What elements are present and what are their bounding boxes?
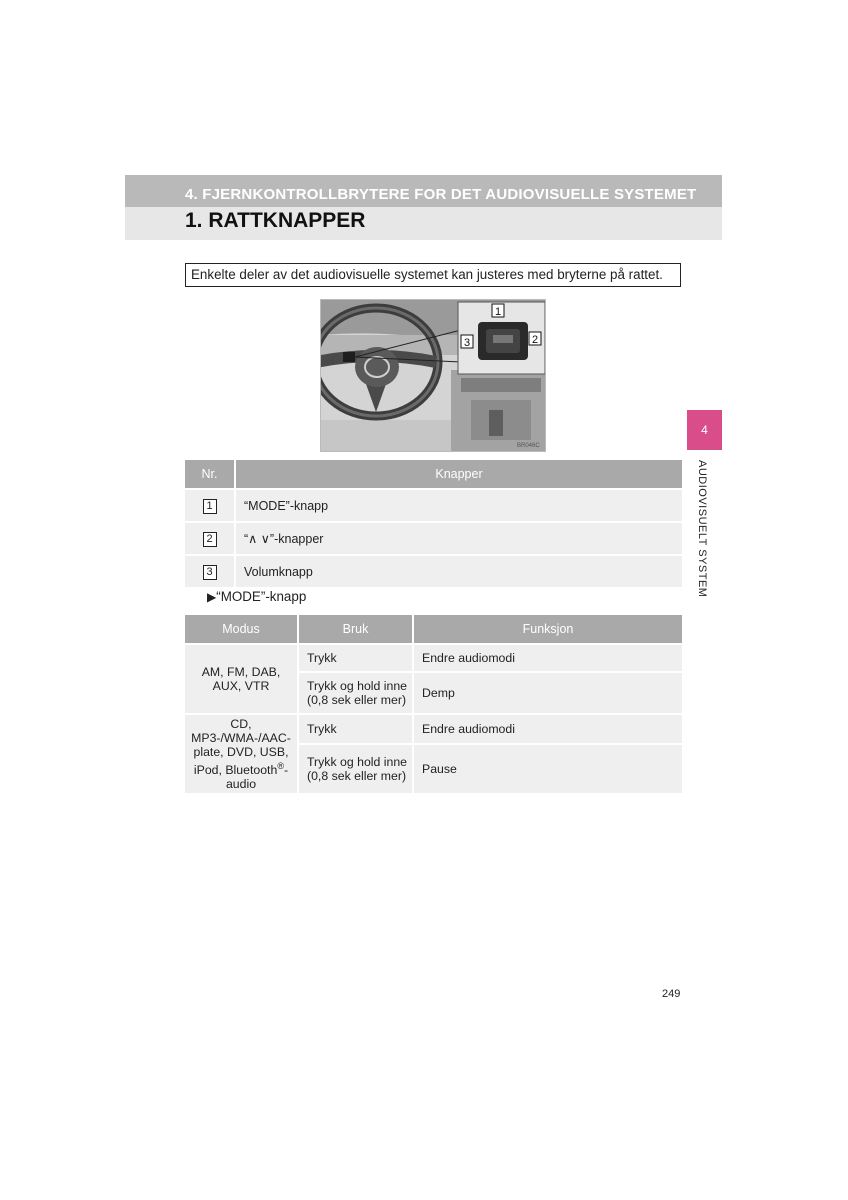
table-row xyxy=(185,489,682,522)
callout-1: 1 xyxy=(495,306,502,318)
col-header-modus: Modus xyxy=(185,615,298,644)
figure-code: BR046C xyxy=(517,443,540,449)
number-box: 3 xyxy=(203,565,217,580)
mode-sub-heading-text: “MODE”-knapp xyxy=(216,589,307,604)
funksjon-cell: Demp xyxy=(413,672,682,714)
intro-box: Enkelte deler av det audiovisuelle systemet kan justeres med bryterne på rattet. xyxy=(185,263,681,287)
mode-sub-heading xyxy=(207,589,306,604)
triangle-right-icon: ▶ xyxy=(207,590,217,604)
chapter-title: 4. FJERNKONTROLLBRYTERE FOR DET AUDIOVISUELLE SYSTEMET xyxy=(185,186,697,203)
col-header-knapper: Knapper xyxy=(235,460,682,489)
chapter-tab: 4 xyxy=(687,410,722,450)
bruk-cell: Trykk og hold inne (0,8 sek eller mer) xyxy=(298,672,413,714)
modus-cell: CD, MP3-/WMA-/AAC-plate, DVD, USB, iPod, Bluetooth®-audio xyxy=(185,714,298,793)
button-label: “MODE”-knapp xyxy=(235,489,682,522)
funksjon-cell: Endre audiomodi xyxy=(413,714,682,744)
col-header-nr: Nr. xyxy=(185,460,235,489)
col-header-funksjon: Funksjon xyxy=(413,615,682,644)
number-box: 1 xyxy=(203,499,217,514)
buttons-table xyxy=(185,460,682,587)
number-box: 2 xyxy=(203,532,217,547)
bruk-cell: Trykk og hold inne (0,8 sek eller mer) xyxy=(298,744,413,793)
page-number: 249 xyxy=(662,988,681,1000)
steering-wheel-figure xyxy=(320,299,546,452)
table-row xyxy=(185,555,682,587)
table-row xyxy=(185,522,682,555)
bruk-cell: Trykk xyxy=(298,644,413,672)
table-row xyxy=(185,714,682,744)
table-row xyxy=(185,644,682,672)
button-label: “∧ ∨”-knapper xyxy=(235,522,682,555)
chapter-side-label: AUDIOVISUELT SYSTEM xyxy=(696,460,708,598)
callout-3: 3 xyxy=(464,337,471,349)
col-header-bruk: Bruk xyxy=(298,615,413,644)
funksjon-cell: Endre audiomodi xyxy=(413,644,682,672)
funksjon-cell: Pause xyxy=(413,744,682,793)
steering-wheel-illustration xyxy=(321,300,546,452)
mode-table xyxy=(185,615,682,793)
button-label: Volumknapp xyxy=(235,555,682,587)
bruk-cell: Trykk xyxy=(298,714,413,744)
section-title: 1. RATTKNAPPER xyxy=(185,209,366,232)
callout-2: 2 xyxy=(532,334,539,346)
modus-cell: AM, FM, DAB, AUX, VTR xyxy=(185,644,298,714)
